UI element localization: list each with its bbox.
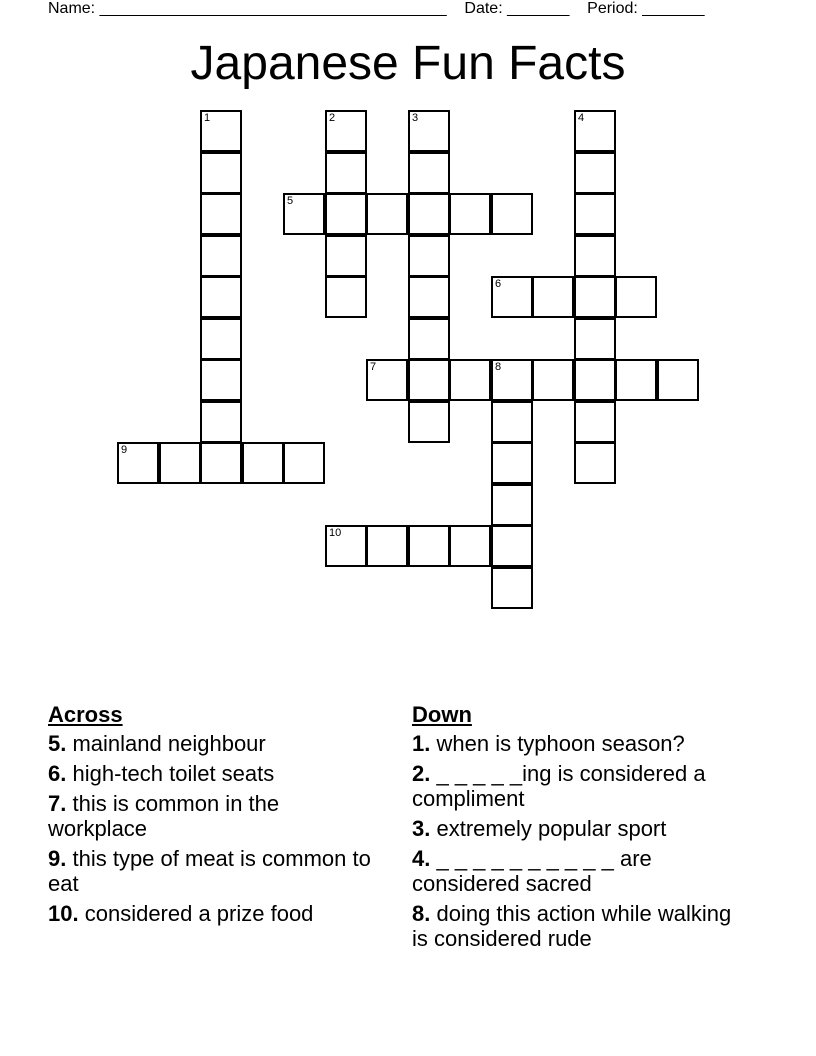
clue-number: 5.	[48, 731, 67, 756]
down-clue	[412, 846, 752, 896]
crossword-cell[interactable]	[491, 442, 533, 484]
clue-text: _ _ _ _ _ _ _ _ _ _ are considered sacred	[412, 846, 652, 896]
down-clue	[412, 731, 752, 756]
crossword-cell[interactable]	[449, 193, 491, 235]
clue-number: 6.	[48, 761, 67, 786]
across-clue	[48, 846, 378, 896]
clue-number: 9.	[48, 846, 67, 871]
crossword-cell[interactable]	[449, 359, 491, 401]
down-clue	[412, 761, 752, 811]
clue-number-label: 4	[578, 112, 585, 124]
crossword-cell[interactable]	[200, 359, 242, 401]
across-clue	[48, 761, 378, 786]
across-clue	[48, 731, 378, 756]
clue-number: 7.	[48, 791, 67, 816]
crossword-cell[interactable]	[200, 442, 242, 484]
crossword-cell[interactable]	[366, 525, 408, 567]
crossword-cell[interactable]	[615, 359, 657, 401]
crossword-cell[interactable]	[200, 193, 242, 235]
down-clue	[412, 816, 752, 841]
crossword-cell[interactable]	[491, 525, 533, 567]
crossword-cell[interactable]	[408, 318, 450, 360]
across-clues	[48, 702, 378, 931]
crossword-cell[interactable]	[366, 193, 408, 235]
crossword-cell[interactable]	[491, 484, 533, 526]
crossword-cell[interactable]	[200, 401, 242, 443]
crossword-cell[interactable]	[408, 359, 450, 401]
clue-number-label: 5	[287, 195, 294, 207]
clue-number: 2.	[412, 761, 431, 786]
clue-number-label: 7	[370, 361, 377, 373]
clue-number-label: 8	[495, 361, 502, 373]
crossword-cell[interactable]	[491, 401, 533, 443]
clue-number: 1.	[412, 731, 431, 756]
crossword-cell[interactable]	[159, 442, 201, 484]
crossword-cell[interactable]	[283, 442, 325, 484]
across-clue	[48, 901, 378, 926]
clue-number: 3.	[412, 816, 431, 841]
clue-number: 10.	[48, 901, 79, 926]
clue-text: when is typhoon season?	[436, 731, 685, 756]
across-heading: Across	[48, 702, 123, 727]
crossword-cell[interactable]	[491, 567, 533, 609]
crossword-cell[interactable]	[325, 525, 367, 567]
crossword-cell[interactable]	[491, 359, 533, 401]
crossword-cell[interactable]	[574, 401, 616, 443]
clue-number-label: 2	[329, 112, 336, 124]
crossword-cell[interactable]	[574, 442, 616, 484]
crossword-cell[interactable]	[117, 442, 159, 484]
crossword-cell[interactable]	[491, 276, 533, 318]
clue-text: extremely popular sport	[436, 816, 667, 841]
crossword-cell[interactable]	[408, 193, 450, 235]
clue-number: 4.	[412, 846, 431, 871]
crossword-cell[interactable]	[325, 110, 367, 152]
crossword-cell[interactable]	[657, 359, 699, 401]
crossword-cell[interactable]	[574, 110, 616, 152]
crossword-cell[interactable]	[408, 110, 450, 152]
across-clue	[48, 791, 378, 841]
crossword-cell[interactable]	[574, 193, 616, 235]
clue-text: _ _ _ _ _ing is considered a compliment	[412, 761, 706, 811]
crossword-cell[interactable]	[242, 442, 284, 484]
crossword-cell[interactable]	[325, 276, 367, 318]
crossword-cell[interactable]	[408, 152, 450, 194]
clue-text: this type of meat is common to eat	[48, 846, 371, 896]
crossword-cell[interactable]	[532, 276, 574, 318]
crossword-cell[interactable]	[574, 276, 616, 318]
clue-text: this is common in the workplace	[48, 791, 280, 841]
clue-number-label: 10	[329, 527, 342, 539]
crossword-cell[interactable]	[574, 318, 616, 360]
clue-text: doing this action while walking is considered rude	[412, 901, 732, 951]
crossword-cell[interactable]	[325, 193, 367, 235]
crossword-cell[interactable]	[366, 359, 408, 401]
down-heading: Down	[412, 702, 472, 727]
clue-text: considered a prize food	[84, 901, 314, 926]
crossword-cell[interactable]	[615, 276, 657, 318]
crossword-cell[interactable]	[200, 152, 242, 194]
crossword-cell[interactable]	[408, 401, 450, 443]
crossword-cell[interactable]	[574, 152, 616, 194]
crossword-cell[interactable]	[574, 235, 616, 277]
clue-number-label: 1	[204, 112, 211, 124]
clue-text: mainland neighbour	[72, 731, 266, 756]
crossword-cell[interactable]	[532, 359, 574, 401]
crossword-cell[interactable]	[449, 525, 491, 567]
crossword-cell[interactable]	[200, 235, 242, 277]
crossword-cell[interactable]	[200, 318, 242, 360]
clue-text: high-tech toilet seats	[72, 761, 275, 786]
down-clue	[412, 901, 752, 951]
crossword-cell[interactable]	[325, 235, 367, 277]
name-date-period-line: Name: _______________________________________ Date: _______ Period: _______	[48, 0, 705, 17]
crossword-cell[interactable]	[283, 193, 325, 235]
crossword-cell[interactable]	[200, 110, 242, 152]
clue-number-label: 6	[495, 278, 502, 290]
crossword-cell[interactable]	[491, 193, 533, 235]
clue-number: 8.	[412, 901, 431, 926]
crossword-cell[interactable]	[325, 152, 367, 194]
crossword-cell[interactable]	[408, 525, 450, 567]
crossword-cell[interactable]	[408, 235, 450, 277]
crossword-cell[interactable]	[408, 276, 450, 318]
crossword-cell[interactable]	[574, 359, 616, 401]
clue-number-label: 9	[121, 444, 128, 456]
down-clues	[412, 702, 752, 956]
clue-number-label: 3	[412, 112, 419, 124]
crossword-cell[interactable]	[200, 276, 242, 318]
page-title: Japanese Fun Facts	[190, 37, 626, 90]
